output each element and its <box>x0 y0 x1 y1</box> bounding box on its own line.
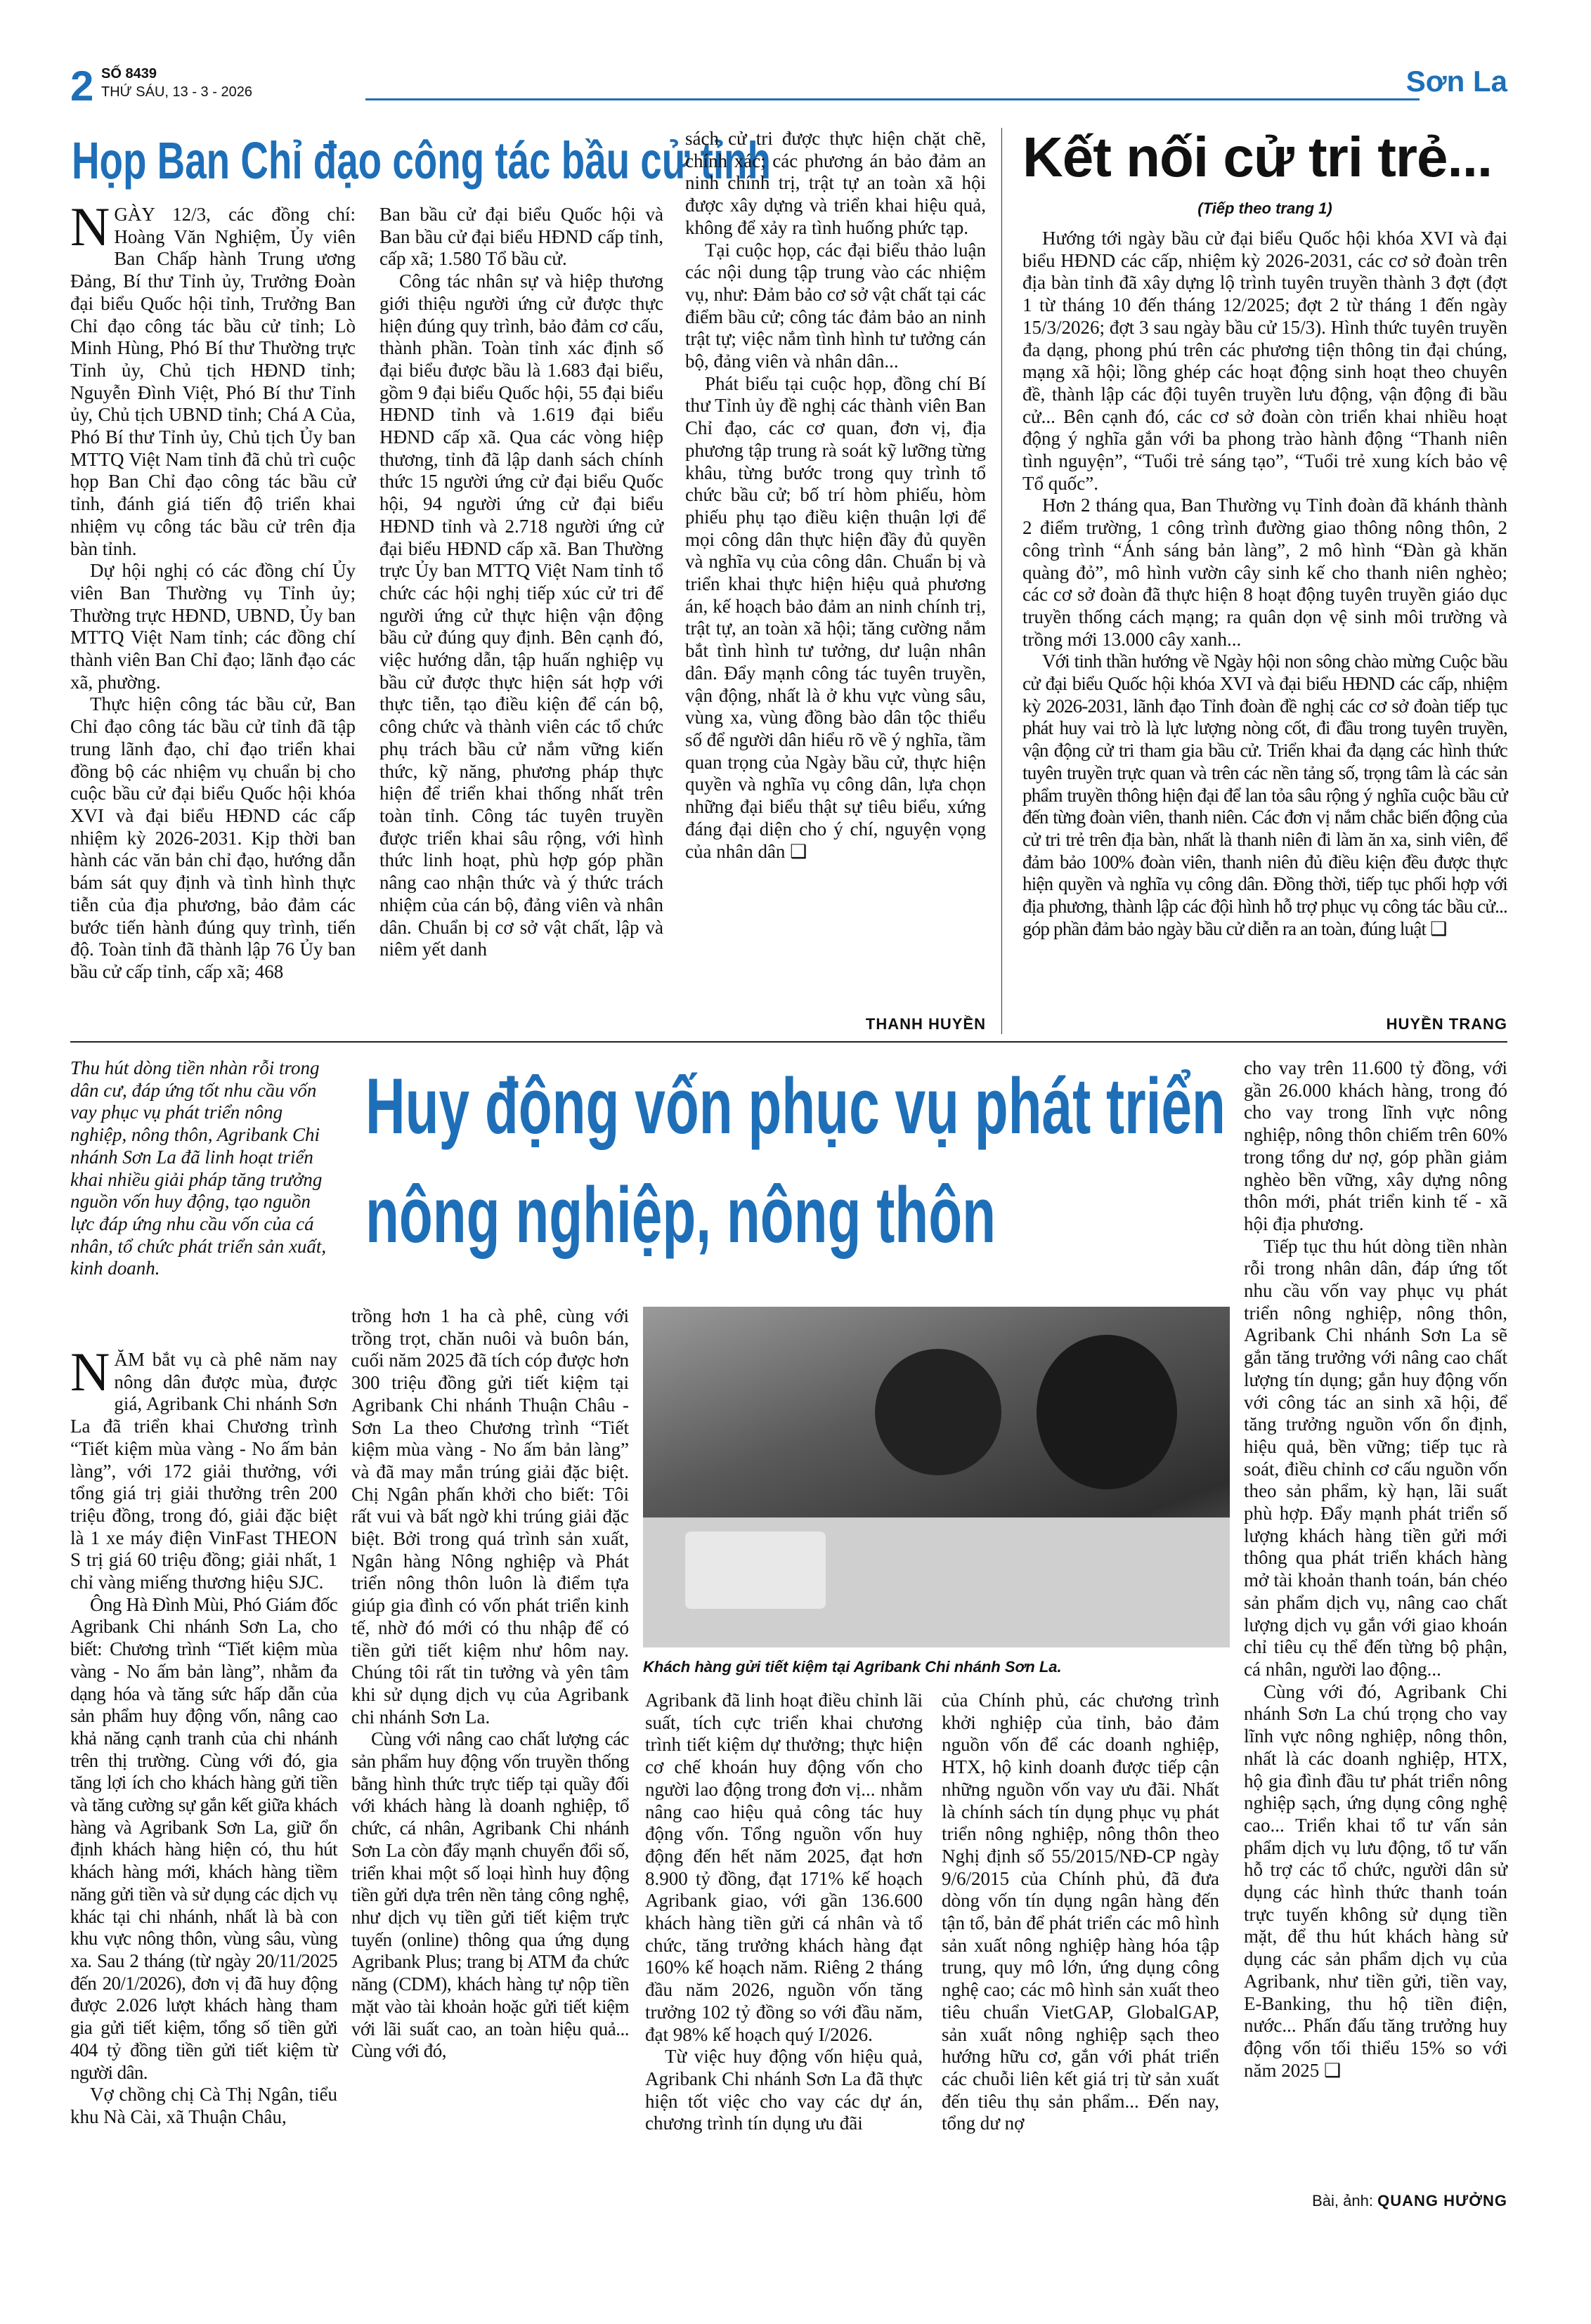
article3-title-line1: Huy động vốn phục vụ phát triển <box>365 1062 1226 1150</box>
article3-col5 <box>1244 1057 1507 2082</box>
article3-author <box>1244 2192 1507 2210</box>
article1-author: THANH HUYỀN <box>865 1015 986 1033</box>
article1-paragraph: NGÀY 12/3, các đồng chí: Hoàng Văn Nghiệm, Ủy viên Ban Chấp hành Trung ương Đảng, Bí thư Tỉnh ủy, Trưởng Đoàn đại biểu Quốc hội tỉnh, Trưởng Ban Chỉ đạo công tác bầu cử tỉnh; Lò Minh Hùng, Phó Bí thư Thường trực Tỉnh ủy, Chủ tịch HĐND tỉnh; Nguyễn Đình Việt, Phó Bí thư Tỉnh ủy, Chủ tịch UBND tỉnh; Chá A Của, Phó Bí thư Tỉnh ủy, Chủ tịch Ủy ban MTTQ Việt Nam tỉnh đã chủ trì cuộc họp Ban Chỉ đạo công tác bầu cử tỉnh, đánh giá tiến độ triển khai nhiệm vụ công tác bầu cử trên địa bàn tỉnh. <box>70 196 356 559</box>
article3-paragraph: Vợ chồng chị Cà Thị Ngân, tiểu khu Nà Cài, xã Thuận Châu, <box>70 2084 337 2127</box>
article3-paragraph: cho vay trên 11.600 tỷ đồng, với gần 26.000 khách hàng, trong đó cho vay trong lĩnh vực nông nghiệp, nông thôn chiếm trên 60% trong tổng dư nợ, góp phần giảm nghèo bền vững, xây dựng nông thôn mới, phát triển kinh tế - xã hội địa phương. <box>1244 1057 1507 1234</box>
article3-paragraph: của Chính phủ, các chương trình khởi nghiệp của tỉnh, bảo đảm nguồn vốn để các doanh nghiệp, HTX, hộ kinh doanh được tiếp cận những nguồn vốn vay ưu đãi. Nhất là chính sách tín dụng phục vụ phát triển nông nghiệp, nông thôn theo Nghị định số 55/2015/NĐ-CP ngày 9/6/2015 của Chính phủ, đã đưa dòng vốn tín dụng ngân hàng đến tận tổ, bản để phát triển các mô hình sản xuất nông nghiệp hàng hóa tập trung, quy mô lớn, ứng dụng công nghệ cao; các mô hình sản xuất theo tiêu chuẩn VietGAP, GlobalGAP, sản xuất nông nghiệp sạch theo hướng hữu cơ, gắn với phát triển các chuỗi liên kết giá trị từ sản xuất đến tiêu thụ sản phẩm... Đến nay, tổng dư nợ <box>942 1690 1219 2134</box>
article1-paragraph: Ban bầu cử đại biểu Quốc hội và Ban bầu cử đại biểu HĐND cấp tỉnh, cấp xã; 1.580 Tổ bầu cử. <box>379 204 663 270</box>
article1-paragraph: Công tác nhân sự và hiệp thương giới thiệu người ứng cử được thực hiện đúng quy trình, bảo đảm cơ cấu, thành phần. Toàn tỉnh xác định số đại biểu được bầu là 1.683 đại biểu, gồm 9 đại biểu Quốc hội, 55 đại biểu HĐND tỉnh và 1.619 đại biểu HĐND cấp xã. Qua các vòng hiệp thương, tỉnh đã lập danh sách chính thức 15 người ứng cử đại biểu Quốc hội, 94 người ứng cử đại biểu HĐND tỉnh và 2.718 người ứng cử đại biểu HĐND cấp xã. Ban Thường trực Ủy ban MTTQ Việt Nam tỉnh tổ chức các hội nghị tiếp xúc cử tri để người ứng cử thực hiện vận động bầu cử đúng quy định. Bên cạnh đó, việc hướng dẫn, tập huấn nghiệp vụ bầu cử được thực hiện sát hợp với thực tiễn, tạo điều kiện để cán bộ, công chức và thành viên các tổ chức phụ trách bầu cử nắm vững kiến thức, kỹ năng, phương pháp thực hiện để triển khai thống nhất trên toàn tỉnh. Công tác tuyên truyền được triển khai sâu rộng, với hình thức linh hoạt, phù hợp góp phần nâng cao nhận thức và ý thức trách nhiệm của cán bộ, đảng viên và nhân dân. Chuẩn bị cơ sở vật chất, lập và niêm yết danh <box>379 270 663 960</box>
article2-paragraph: Với tinh thần hướng về Ngày hội non sông chào mừng Cuộc bầu cử đại biểu Quốc hội khóa XVI và đại biểu HĐND các cấp, nhiệm kỳ 2026-2031, lãnh đạo Tỉnh đoàn đề nghị các cơ sở đoàn tiếp tục phát huy vai trò là lực lượng nòng cốt, đi đầu trong tuyên truyền, vận động cử tri tham gia bầu cử. Triển khai đa dạng các hình thức tuyên truyền trực quan và trên các nền tảng số, trọng tâm là các sản phẩm truyền thông hiện đại để lan tỏa sâu rộng ý nghĩa cuộc bầu cử đến từng đoàn viên, thanh niên. Các đơn vị nắm chắc biến động của cử tri trẻ trên địa bàn, nhất là thanh niên đi làm ăn xa, sinh viên, để đảm bảo 100% đoàn viên, thanh niên đủ điều kiện đều được thực hiện quyền và nghĩa vụ công dân. Đồng thời, tiếp tục phối hợp với địa phương, thành lập các đội hình hỗ trợ phục vụ công tác bầu cử... góp phần đảm bảo ngày bầu cử diễn ra an toàn, đúng luật ❑ <box>1022 651 1507 939</box>
column-divider <box>1001 128 1002 1034</box>
article1-paragraph: Tại cuộc họp, các đại biểu thảo luận các nội dung tập trung vào các nhiệm vụ, như: Đảm bảo cơ sở vật chất tại các điểm bầu cử; công tác đảm bảo an ninh trật tự; việc nắm tình hình tư tưởng cán bộ, đảng viên và nhân dân... <box>685 239 986 372</box>
article1-title: Họp Ban Chỉ đạo công tác bầu cử tỉnh <box>72 131 771 190</box>
article3-paragraph: Tiếp tục thu hút dòng tiền nhàn rỗi trong nhân dân, đáp ứng tốt nhu cầu vốn vay phục vụ phát triển nông nghiệp, nông thôn, Agribank Chi nhánh Sơn La sẽ gắn tăng trưởng với nâng cao chất lượng tín dụng; gắn huy động vốn với công tác an sinh xã hội, để tăng trưởng nguồn vốn ổn định, hiệu quả, bền vững; tiếp tục rà soát, điều chỉnh cơ cấu nguồn vốn theo sản phẩm, kỳ hạn, lãi suất phù hợp. Đẩy mạnh phát triển số lượng khách hàng tiền gửi mới thông qua phát triển khách hàng mở tài khoản thanh toán, bán chéo sản phẩm dịch vụ, nâng cao chất lượng dịch vụ gắn với giao khoán chỉ tiêu cụ thể đến từng bộ phận, cá nhân, người lao động... <box>1244 1235 1507 1680</box>
section-name: Sơn La <box>1405 65 1507 98</box>
article3-paragraph: trồng hơn 1 ha cà phê, cùng với trồng trọt, chăn nuôi và buôn bán, cuối năm 2025 đã tích cóp được hơn 300 triệu đồng gửi tiết kiệm tại Agribank Chi nhánh Thuận Châu - Sơn La theo Chương trình “Tiết kiệm mùa vàng - No ấm bản làng” và đã may mắn trúng giải đặc biệt. Chị Ngân phấn khởi cho biết: Tôi rất vui và bất ngờ khi trúng giải đặc biệt. Bởi trong quá trình sản xuất, Ngân hàng Nông nghiệp và Phát triển nông thôn luôn là điểm tựa giúp gia đình có vốn phát triển kinh tế, nhờ đó mới có thu nhập để có tiền gửi tiết kiệm như hôm nay. Chúng tôi rất tin tưởng và yên tâm khi sử dụng dịch vụ của Agribank chi nhánh Sơn La. <box>351 1305 629 1728</box>
article2-paragraph: Hướng tới ngày bầu cử đại biểu Quốc hội khóa XVI và đại biểu HĐND các cấp, nhiệm kỳ 2026-2031, các cơ sở đoàn trên địa bàn tỉnh đã xây dựng lộ trình tuyên truyền thành 3 đợt (đợt 1 từ tháng 10 đến tháng 12/2025; đợt 2 từ tháng 1 đến ngày 15/3/2026; đợt 3 sau ngày bầu cử 15/3). Hình thức tuyên truyền đa dạng, phong phú trên các phương tiện thông tin đại chúng, mạng xã hội; lồng ghép các hoạt động sinh hoạt theo chuyên đề, thành lập các đội tuyên truyền lưu động, vận động đi bầu cử... Bên cạnh đó, các cơ sở đoàn còn triển khai nhiều hoạt động ý nghĩa gắn với ba phong trào hành động “Thanh niên tình nguyện”, “Tuổi trẻ sáng tạo”, “Tuổi trẻ xung kích bảo vệ Tổ quốc”. <box>1022 228 1507 494</box>
author-prefix: Bài, ảnh: <box>1312 2192 1373 2209</box>
article2-author: HUYỀN TRANG <box>1386 1015 1507 1033</box>
article1-paragraph: Dự hội nghị có các đồng chí Ủy viên Ban Thường vụ Tỉnh ủy; Thường trực HĐND, UBND, Ủy ban MTTQ Việt Nam tỉnh; các đồng chí thành viên Ban Chỉ đạo; lãnh đạo các xã, phường. <box>70 560 356 693</box>
issue-date: THỨ SÁU, 13 - 3 - 2026 <box>101 84 252 100</box>
article3-paragraph: Từ việc huy động vốn hiệu quả, Agribank Chi nhánh Sơn La đã thực hiện tốt việc cho vay các dự án, chương trình tín dụng ưu đãi <box>645 2046 923 2134</box>
article3-col4 <box>942 1690 1219 2135</box>
article3-col2 <box>351 1305 629 2063</box>
article3-paragraph: NĂM bắt vụ cà phê năm nay nông dân được mùa, được giá, Agribank Chi nhánh Sơn La đã triển khai Chương trình “Tiết kiệm mùa vàng - No ấm bản làng”, với 172 giải thưởng, với tổng giá trị giải thưởng trên 200 triệu đồng, trong đó, giải đặc biệt là 1 xe máy điện VinFast THEON S trị giá 60 triệu đồng; giải nhất, 1 chỉ vàng miếng thương hiệu SJC. <box>70 1341 337 1593</box>
dropcap: N <box>70 1341 110 1402</box>
article1-col1 <box>70 196 356 984</box>
article1-col2 <box>379 204 663 961</box>
article3-title-line2: nông nghiệp, nông thôn <box>365 1171 996 1259</box>
article3-photo-caption: Khách hàng gửi tiết kiệm tại Agribank Chi nhánh Sơn La. <box>643 1658 1062 1676</box>
dropcap: N <box>70 196 110 257</box>
article3-paragraph: Cùng với nâng cao chất lượng các sản phẩm huy động vốn truyền thống bằng hình thức trực tiếp tại quầy đối với khách hàng là doanh nghiệp, tổ chức, cá nhân, Agribank Chi nhánh Sơn La còn đẩy mạnh chuyển đổi số, triển khai một số loại hình huy động tiền gửi dựa trên nền tảng công nghệ, như dịch vụ tiền gửi tiết kiệm trực tuyến (online) thông qua ứng dụng Agribank Plus; trang bị ATM đa chức năng (CDM), khách hàng tự nộp tiền mặt vào tài khoản hoặc gửi tiết kiệm với lãi suất cao, an toàn hiệu quả... Cùng với đó, <box>351 1728 629 2062</box>
article3-paragraph: Ông Hà Đình Mùi, Phó Giám đốc Agribank Chi nhánh Sơn La, cho biết: Chương trình “Tiết kiệm mùa vàng - No ấm bản làng”, nhằm đa dạng hóa và tăng sức hấp dẫn của sản phẩm huy động vốn, nâng cao khả năng cạnh tranh của chi nhánh trên thị trường. Cùng với đó, gia tăng lợi ích cho khách hàng gửi tiền và tăng cường sự gắn kết giữa khách hàng và Agribank Sơn La, giữ ổn định khách hàng hiện có, thu hút khách hàng mới, khách hàng tiềm năng gửi tiền và sử dụng các dịch vụ khác tại chi nhánh, nhất là bà con khu vực nông thôn, vùng sâu, vùng xa. Sau 2 tháng (từ ngày 20/11/2025 đến 20/1/2026), đơn vị đã huy động được 2.026 lượt khách hàng tham gia gửi tiết kiệm, tổng số tiền gửi 404 tỷ đồng tiền gửi tiết kiệm từ người dân. <box>70 1593 337 2083</box>
article3-col3 <box>645 1690 923 2135</box>
article2-body <box>1022 228 1507 941</box>
author-name: QUANG HƯỞNG <box>1377 2192 1507 2209</box>
header-rule <box>365 98 1420 100</box>
article3-paragraph: Agribank đã linh hoạt điều chỉnh lãi suất, tích cực triển khai chương trình tiết kiệm dự thưởng; thực hiện cơ chế khoán huy động vốn cho người lao động trong đơn vị... nhằm nâng cao hiệu quả công tác huy động vốn. Tổng nguồn vốn huy động đến hết năm 2025, đạt hơn 8.900 tỷ đồng, đạt 171% kế hoạch Agribank giao, với gần 136.600 khách hàng tiền gửi cá nhân và tổ chức, tăng trưởng khách hàng đạt 160% kế hoạch năm. Riêng 2 tháng đầu năm 2026, nguồn vốn tăng trưởng 102 tỷ đồng so với đầu năm, đạt 98% kế hoạch quý I/2026. <box>645 1690 923 2045</box>
article2-paragraph: Hơn 2 tháng qua, Ban Thường vụ Tỉnh đoàn đã khánh thành 2 điểm trường, 1 công trình đường giao thông nông thôn, 2 công trình “Ánh sáng bản làng”, 2 mô hình “Đàn gà khăn quàng đỏ”, mô hình vườn cây sinh kế cho thanh niên nghèo; các cơ sở đoàn đã thực hiện 8 hoạt động tuyên truyền giáo dục truyền thống cách mạng; ra quân dọn vệ sinh môi trường và trồng mới 13.000 cây xanh... <box>1022 495 1507 650</box>
photo-figure <box>1037 1335 1177 1489</box>
article2-title: Kết nối cử tri trẻ... <box>1022 126 1493 188</box>
article3-col1 <box>70 1341 337 2129</box>
article3-photo <box>643 1307 1230 1647</box>
article1-paragraph: Phát biểu tại cuộc họp, đồng chí Bí thư Tỉnh ủy đề nghị các thành viên Ban Chỉ đạo, các cơ quan, đơn vị, địa phương tập trung rà soát kỹ lưỡng từng khâu, từng bước trong quy trình tổ chức bầu cử; bố trí hòm phiếu, hòm phiếu phụ tạo điều kiện thuận lợi để mọi công dân thực hiện đầy đủ quyền và nghĩa vụ của công dân. Chuẩn bị và triển khai thực hiện hiệu quả phương án, kế hoạch bảo đảm an ninh chính trị, trật tự, an toàn xã hội; tăng cường nắm bắt tình hình tư tưởng, dư luận nhân dân. Đẩy mạnh công tác tuyên truyền, vận động, nhất là ở khu vực vùng sâu, vùng xa, vùng đồng bào dân tộc thiểu số để người dân hiểu rõ về ý nghĩa, tầm quan trọng của Ngày bầu cử, thực hiện quyền và nghĩa vụ công dân, lựa chọn những đại biểu thật sự tiêu biểu, xứng đáng đại diện cho ý chí, nguyện vọng của nhân dân ❑ <box>685 372 986 862</box>
article3-paragraph: Cùng với đó, Agribank Chi nhánh Sơn La chú trọng cho vay lĩnh vực nông nghiệp, nông thôn, nhất là các doanh nghiệp, HTX, hộ gia đình đầu tư phát triển nông nghiệp sạch, ứng dụng công nghệ cao... Triển khai tổ tư vấn sản phẩm dịch vụ lưu động, tổ tư vấn hỗ trợ các tổ chức, người dân sử dụng các hình thức thanh toán trực tuyến không sử dụng tiền mặt, để thu hút khách hàng sử dụng các sản phẩm dịch vụ của Agribank, như tiền gửi, tiền vay, E-Banking, thu hộ tiền điện, nước... Phấn đấu tăng trưởng huy động vốn tối thiểu 15% so với năm 2025 ❑ <box>1244 1680 1507 2081</box>
article1-col3 <box>685 128 986 863</box>
issue-number: SỐ 8439 <box>101 66 157 81</box>
page-header <box>70 63 1507 110</box>
article2-continued: (Tiếp theo trang 1) <box>1197 200 1332 217</box>
article-separator <box>70 1041 1507 1043</box>
page-number: 2 <box>70 63 94 110</box>
article1-paragraph: Thực hiện công tác bầu cử, Ban Chỉ đạo công tác bầu cử tỉnh đã tập trung lãnh đạo, chỉ đạo triển khai đồng bộ các nhiệm vụ chuẩn bị cho cuộc bầu cử đại biểu Quốc hội khóa XVI và đại biểu HĐND các cấp nhiệm kỳ 2026-2031. Kịp thời ban hành các văn bản chỉ đạo, hướng dẫn bám sát quy định và tình hình thực tiễn của địa phương, bảo đảm các bước tiến hành đúng quy trình, tiến độ. Toàn tỉnh đã thành lập 76 Ủy ban bầu cử cấp tỉnh, cấp xã; 468 <box>70 693 356 982</box>
photo-figure <box>875 1349 1001 1475</box>
article1-paragraph: sách cử tri được thực hiện chặt chẽ, chính xác; các phương án bảo đảm an ninh chính trị, trật tự an toàn xã hội được xây dựng và triển khai hiệu quả, không để xảy ra tình huống phức tạp. <box>685 128 986 238</box>
photo-machine <box>685 1532 826 1609</box>
article3-sapo: Thu hút dòng tiền nhàn rỗi trong dân cư, đáp ứng tốt nhu cầu vốn vay phục vụ phát triển nông nghiệp, nông thôn, Agribank Chi nhánh Sơn La đã linh hoạt triển khai nhiều giải pháp tăng trưởng nguồn vốn huy động, tạo nguồn lực đáp ứng nhu cầu vốn của cá nhân, tổ chức phát triển sản xuất, kinh doanh. <box>70 1057 327 1279</box>
